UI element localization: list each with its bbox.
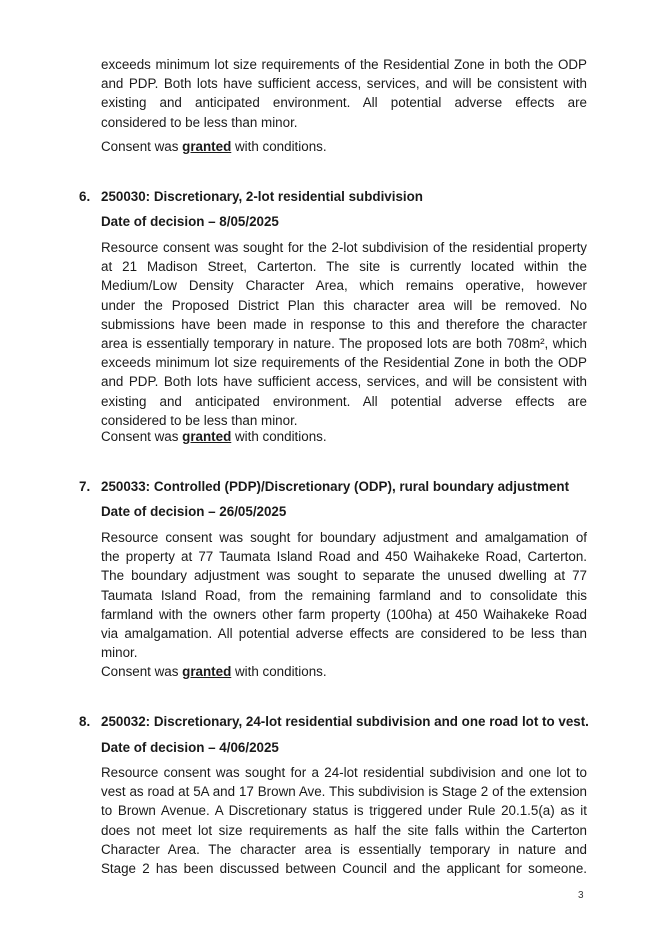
item-number: 7. (79, 479, 91, 494)
item-7-consent-line (101, 662, 327, 681)
item-8-paragraph (101, 763, 587, 878)
text-line: The boundary adjustment was sought to separate the unused dwelling at 77 (101, 568, 587, 584)
consent-granted: granted (182, 429, 232, 444)
text-line: existing and anticipated environment. All potential adverse effects are (101, 95, 587, 111)
text-line: Taumata Island Road, from the remaining farmland and to consolidate this (101, 587, 587, 603)
page-number: 3 (578, 890, 584, 901)
text-line: Stage 2 has been discussed between Council and the applicant for someone. (101, 861, 587, 877)
item-8-heading (79, 712, 589, 731)
item-6-heading (79, 187, 423, 206)
text-line: to Brown Avenue. A Discretionary status is triggered under Rule 20.1.5(a) as it (101, 803, 587, 819)
text-line: Resource consent was sought for boundary adjustment and amalgamation of (101, 530, 587, 545)
consent-suffix: with conditions. (235, 664, 327, 679)
text-line: does not meet lot size requirements as half the site falls within the Carterton (101, 822, 587, 838)
text-line: Resource consent was sought for the 2-lot subdivision of the residential property (101, 240, 587, 255)
text-line: and PDP. Both lots have sufficient access, services, and will be consistent with (101, 76, 587, 92)
text-line: Character Area. The character area is essentially temporary in nature and (101, 841, 587, 857)
text-line: considered to be less than minor. (101, 114, 298, 130)
text-line: exceeds minimum lot size requirements of the Residential Zone in both the ODP (101, 355, 587, 371)
text-line: Medium/Low Density Character Area, which remains operative, however (101, 278, 587, 294)
consent-granted: granted (182, 139, 232, 154)
item-number: 6. (79, 189, 91, 204)
text-line: Resource consent was sought for a 24-lot residential subdivision and one lot to (101, 765, 587, 780)
text-line: the property at 77 Taumata Island Road and 450 Waihakeke Road, Carterton. (101, 549, 587, 565)
text-line: at 21 Madison Street, Carterton. The site is currently located within the (101, 259, 587, 275)
item-title: 250030: Discretionary, 2-lot residential subdivision (101, 189, 423, 204)
item-7-paragraph (101, 528, 587, 662)
item-8-date: Date of decision – 4/06/2025 (101, 740, 279, 755)
consent-prefix: Consent was (101, 429, 179, 444)
item-number: 8. (79, 714, 91, 729)
item-6-date: Date of decision – 8/05/2025 (101, 214, 279, 229)
text-line: minor. (101, 645, 138, 661)
consent-suffix: with conditions. (235, 429, 327, 444)
text-line: existing and anticipated environment. All potential adverse effects are (101, 393, 587, 409)
text-line: via amalgamation. All potential adverse effects are considered to be less than (101, 626, 587, 642)
consent-suffix: with conditions. (235, 139, 327, 154)
consent-prefix: Consent was (101, 664, 179, 679)
item-7-heading (79, 477, 569, 496)
item-6-paragraph (101, 238, 587, 430)
text-line: under the Proposed District Plan this character area will be removed. No (101, 297, 587, 313)
text-line: submissions have been made in response to this and therefore the character (101, 316, 587, 332)
intro-paragraph (101, 55, 587, 132)
text-line: considered to be less than minor. (101, 412, 298, 428)
item-7-date: Date of decision – 26/05/2025 (101, 504, 287, 519)
consent-granted: granted (182, 664, 232, 679)
item-title: 250033: Controlled (PDP)/Discretionary (ODP), rural boundary adjustment (101, 479, 570, 494)
text-line: vest as road at 5A and 17 Brown Ave. This subdivision is Stage 2 of the extension (101, 784, 587, 800)
text-line: exceeds minimum lot size requirements of the Residential Zone in both the ODP (101, 57, 587, 72)
consent-prefix: Consent was (101, 139, 179, 154)
text-line: farmland with the owners other farm property (100ha) at 450 Waihakeke Road (101, 606, 587, 622)
intro-consent-line (101, 137, 327, 156)
text-line: area is essentially temporary in nature. The proposed lots are both 708m², which (101, 336, 587, 352)
text-line: and PDP. Both lots have sufficient access, services, and will be consistent with (101, 374, 587, 390)
item-title: 250032: Discretionary, 24-lot residential subdivision and one road lot to vest. (101, 714, 589, 729)
item-6-consent-line (101, 427, 327, 446)
